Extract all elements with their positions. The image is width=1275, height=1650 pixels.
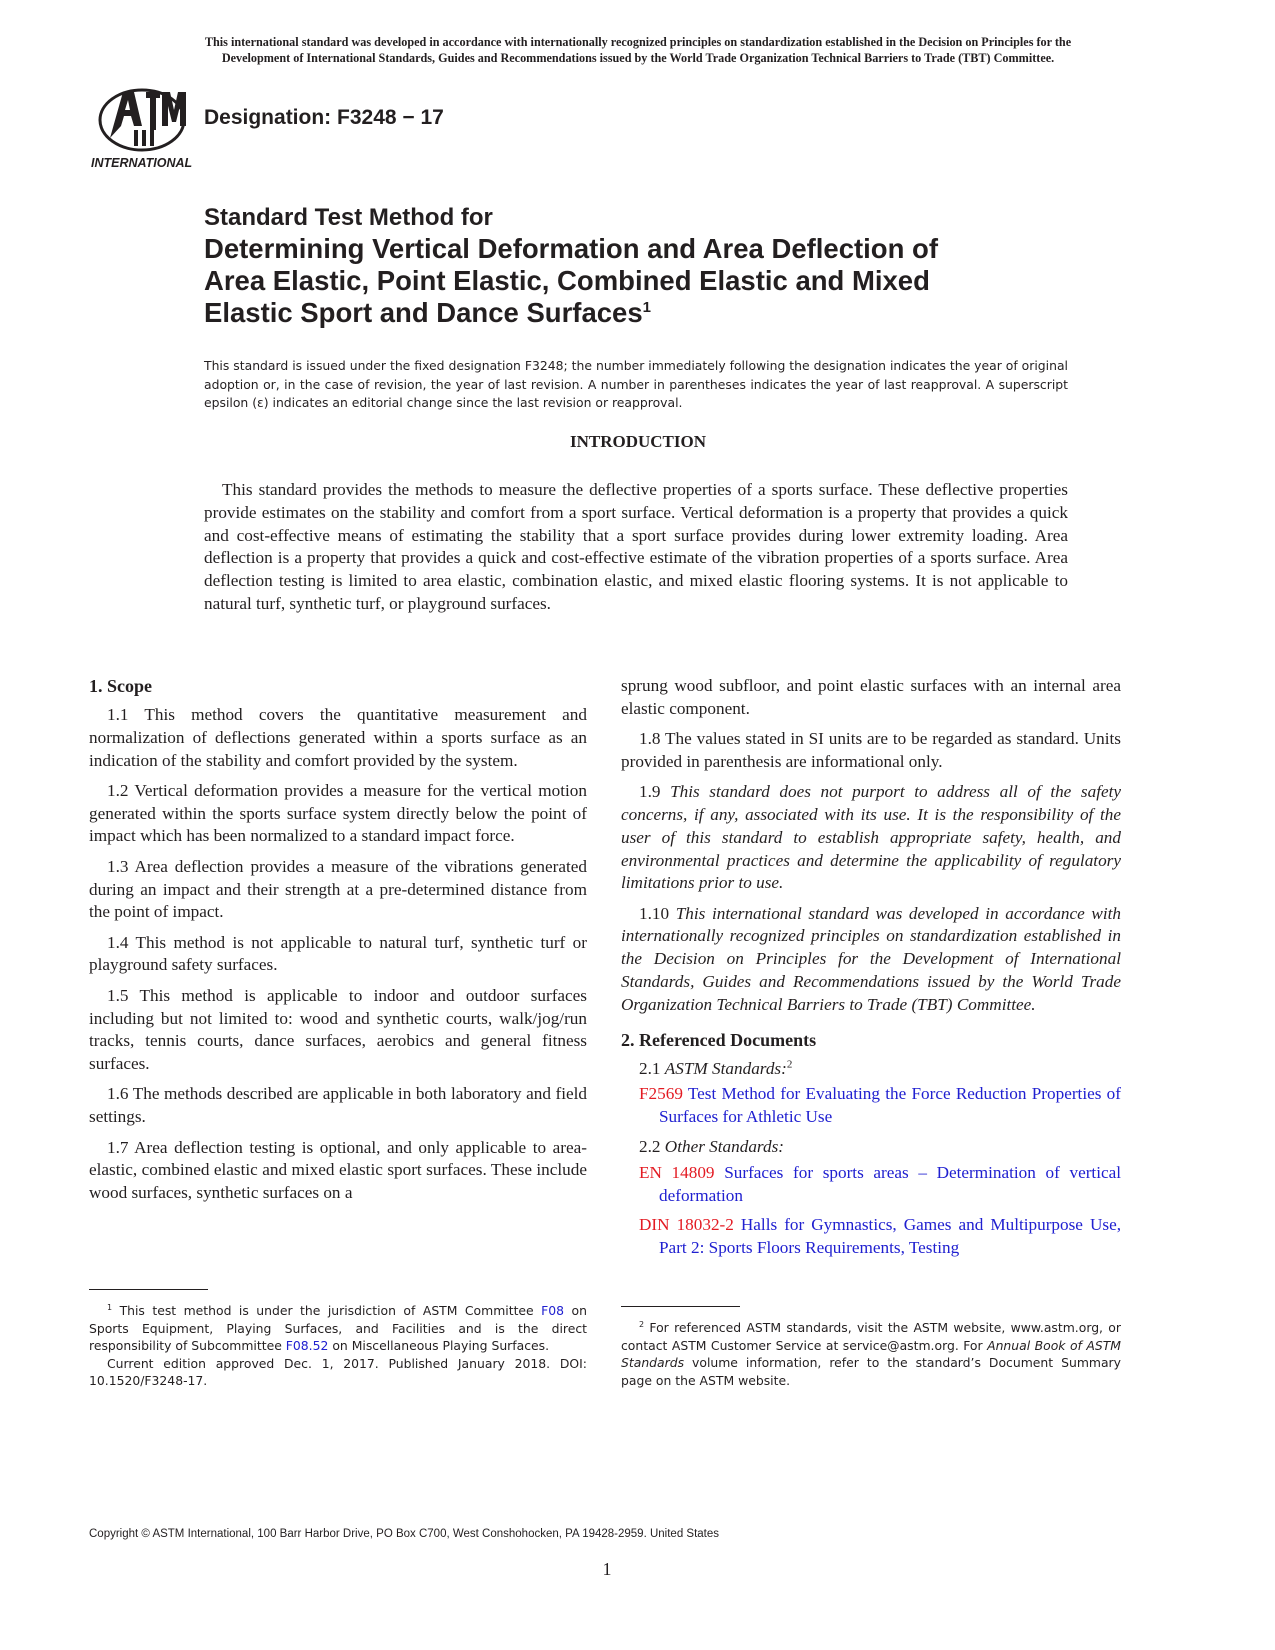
paragraph-1-9 xyxy=(621,781,1121,895)
right-column xyxy=(621,675,1121,1267)
title-line-1: Standard Test Method for xyxy=(204,204,493,231)
astm-logo xyxy=(90,86,194,172)
reference-din-18032-2-code[interactable]: DIN 18032-2 xyxy=(639,1215,734,1235)
astm-standards-number: 2.1 xyxy=(639,1058,661,1078)
reference-f2569[interactable] xyxy=(621,1083,1121,1129)
footnote-1-edition: Current edition approved Dec. 1, 2017. Published January 2018. DOI: 10.1520/F3248-17. xyxy=(89,1355,587,1388)
other-standards-number: 2.2 xyxy=(639,1137,661,1157)
designation: Designation: F3248 − 17 xyxy=(204,106,444,129)
top-notice xyxy=(88,34,1188,66)
paragraph-1-5: 1.5 This method is applicable to indoor and outdoor surfaces including but not limited to: wood and synthetic courts, walk/jog/run tracks, tennis courts, dance surfaces, aerobics and general fitness surfaces. xyxy=(89,985,587,1074)
paragraph-1-3: 1.3 Area deflection provides a measure of the vibrations generated during an impact and their strength at a pre-determined distance from the point of impact. xyxy=(89,856,587,922)
paragraph-1-2: 1.2 Vertical deformation provides a measure for the vertical motion generated within the sports surface system directly below the point of impact which has been normalized to a standard impact force. xyxy=(89,780,587,846)
paragraph-1-10-text: This international standard was developed in accordance with internationally recognized principles on standardization established in the Decision on Principles for the Development of International Standards, Guides and Recommendations issued by the World Trade Organization Technical Barriers to Trade (TBT) Committee. xyxy=(621,903,1122,1014)
issue-note: This standard is issued under the fixed designation F3248; the number immediately following the designation indicates the year of original adoption or, in the case of revision, the year of last revision. A number in parentheses indicates the year of last reapproval. A superscript epsilon (ε) indicates an editorial change since the last revision or reapproval. xyxy=(204,358,1068,410)
astm-standards-label: ASTM Standards: xyxy=(664,1058,787,1078)
paragraph-1-9-text: This standard does not purport to address all of the safety concerns, if any, associated with its use. It is the responsibility of the user of this standard to establish appropriate safety, health, and environmental practices and determine the applicability of regulatory limitations prior to use. xyxy=(621,782,1122,893)
reference-f2569-title[interactable]: Test Method for Evaluating the Force Reduction Properties of Surfaces for Athletic Use xyxy=(659,1084,1121,1127)
title-line-3: Area Elastic, Point Elastic, Combined Elastic and Mixed xyxy=(204,265,930,296)
top-notice-line-2: Development of International Standards, Guides and Recommendations issued by the World Trade Organization Technical Barriers to Trade (TBT) Committee. xyxy=(221,51,1055,65)
reference-din-18032-2-title[interactable]: Halls for Gymnastics, Games and Multipurpose Use, Part 2: Sports Floors Requirements, Testing xyxy=(659,1215,1121,1258)
reference-en-14809-code[interactable]: EN 14809 xyxy=(639,1162,715,1182)
paragraph-1-10 xyxy=(621,903,1121,1017)
introduction-heading: INTRODUCTION xyxy=(569,432,707,451)
footnote-1-mark: 1 xyxy=(107,1302,113,1312)
title-line-4 xyxy=(204,297,1064,329)
footnote-2-text-b: volume information, refer to the standard’s Document Summary page on the ASTM website. xyxy=(621,1355,1121,1388)
reference-din-18032-2[interactable] xyxy=(621,1214,1121,1260)
paragraph-1-6: 1.6 The methods described are applicable in both laboratory and field settings. xyxy=(89,1084,587,1127)
footnote-1-text-c: on Miscellaneous Playing Surfaces. xyxy=(332,1338,550,1353)
paragraph-1-4: 1.4 This method is not applicable to natural turf, synthetic turf or playground safety surfaces. xyxy=(89,932,587,975)
paragraph-1-7-continued: sprung wood subfloor, and point elastic surfaces with an internal area elastic component. xyxy=(621,676,1121,718)
paragraph-1-9-number: 1.9 xyxy=(639,782,661,802)
footnote-1-jurisdiction xyxy=(89,1302,587,1355)
footnote-2-book-title: Annual Book of ASTM Standards xyxy=(621,1337,1121,1370)
section-1-heading: 1. Scope xyxy=(89,676,152,696)
paragraph-1-1: 1.1 This method covers the quantitative measurement and normalization of deflections generated within a sports surface as an indication of the stability and comfort provided by the system. xyxy=(89,705,587,770)
introduction-paragraph: This standard provides the methods to measure the deflective properties of a sports surface. These deflective properties provide estimates on the stability and comfort from a sport surface. Vertical deformation is a property that provides a quick and cost-effective means of estimating the stability that a sport surface provides during lower extremity loading. Area deflection is a property that provides a quick and cost-effective estimate of the vibration properties of a sports surface. Area deflection testing is limited to area elastic, combination elastic, and mixed elastic flooring systems. It is not applicable to natural turf, synthetic turf, or playground surfaces. xyxy=(204,480,1068,613)
committee-f08-link[interactable]: F08 xyxy=(541,1303,565,1318)
footnote-divider-right xyxy=(621,1306,740,1307)
footnote-1-text-b: on Sports Equipment, Playing Surfaces, and Facilities and is the direct responsibility of Subcommittee xyxy=(89,1303,587,1353)
paragraph-1-7: 1.7 Area deflection testing is optional, and only applicable to area-elastic, combined elastic and mixed elastic sport surfaces. These include wood surfaces, synthetic surfaces on a xyxy=(89,1137,587,1203)
introduction-text xyxy=(204,479,1068,616)
logo-wordmark: INTERNATIONAL xyxy=(91,156,193,170)
reference-f2569-code[interactable]: F2569 xyxy=(639,1084,683,1104)
title-footnote-mark: 1 xyxy=(642,298,651,316)
subcommittee-f08-52-link[interactable]: F08.52 xyxy=(285,1338,329,1353)
left-column xyxy=(89,675,587,1212)
footnote-1 xyxy=(89,1302,587,1390)
footnote-2 xyxy=(621,1319,1121,1389)
astm-standards-footnote-mark: 2 xyxy=(786,1057,793,1070)
title-line-2: Determining Vertical Deformation and Area Deflection of xyxy=(204,233,938,264)
footnote-2-mark: 2 xyxy=(639,1319,645,1329)
paragraph-1-8: 1.8 The values stated in SI units are to be regarded as standard. Units provided in parenthesis are informational only. xyxy=(621,729,1121,771)
footnote-divider-left xyxy=(89,1289,208,1290)
top-notice-line-1: This international standard was developed in accordance with internationally recognized principles on standardization established in the Decision on Principles for the xyxy=(204,35,1072,49)
footnote-2-text-a: For referenced ASTM standards, visit the ASTM website, www.astm.org, or contact ASTM Customer Service at service@astm.org. For xyxy=(621,1320,1121,1353)
page-number: 1 xyxy=(602,1559,612,1579)
astm-standards-subheading xyxy=(621,1058,1121,1081)
reference-en-14809[interactable] xyxy=(621,1162,1121,1208)
other-standards-label: Other Standards: xyxy=(664,1137,784,1157)
section-2-heading: 2. Referenced Documents xyxy=(621,1029,817,1050)
footnote-2-text xyxy=(621,1319,1121,1389)
astm-international-logo-icon xyxy=(90,86,194,172)
title-line-4-text: Elastic Sport and Dance Surfaces xyxy=(204,297,643,328)
paragraph-1-10-number: 1.10 xyxy=(639,903,670,923)
reference-en-14809-title[interactable]: Surfaces for sports areas – Determination of vertical deformation xyxy=(659,1162,1121,1205)
document-title xyxy=(204,203,1064,329)
copyright-line: Copyright © ASTM International, 100 Barr Harbor Drive, PO Box C700, West Conshohocken, PA 19428-2959. United States xyxy=(89,1528,720,1540)
other-standards-subheading xyxy=(621,1136,1121,1159)
footnote-1-text-a: This test method is under the jurisdiction of ASTM Committee xyxy=(119,1303,534,1318)
